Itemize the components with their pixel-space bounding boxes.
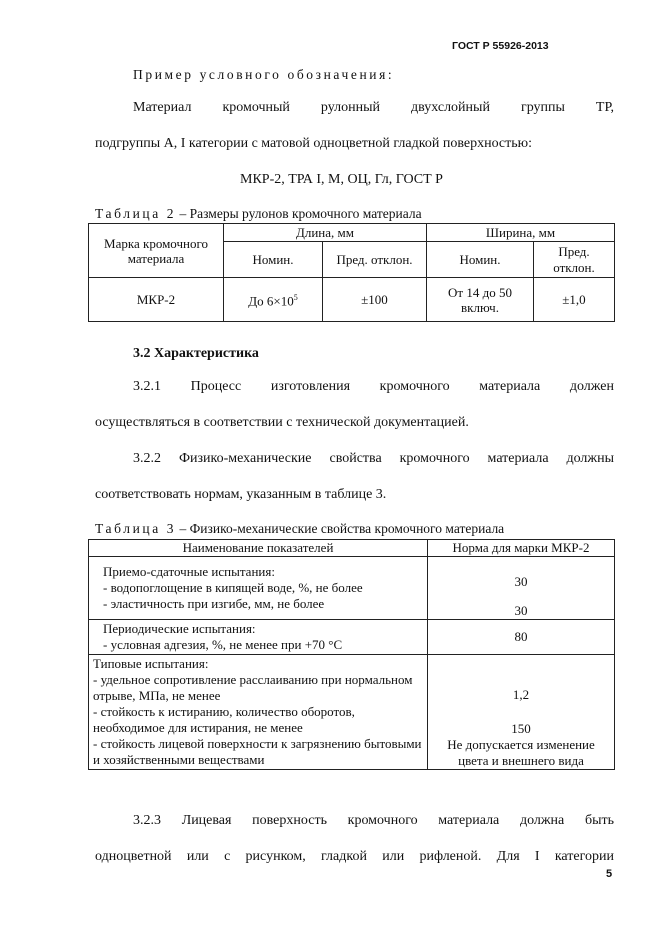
- table2-sub-len-dev: Пред. отклон.: [323, 242, 427, 278]
- table2-head-length: Длина, мм: [224, 224, 427, 242]
- table3-group-3: [89, 655, 428, 770]
- table2-sub-len-nom: Номин.: [224, 242, 323, 278]
- group2-row-1-value: 80: [428, 620, 615, 655]
- group2-title: Периодические испытания:: [103, 621, 256, 636]
- table3-head-name: Наименование показателей: [89, 540, 428, 557]
- example-line-1: Материал кромочный рулонный двухслойный группы ТР,: [133, 100, 614, 115]
- len-nom-exp: 5: [293, 292, 298, 302]
- table3-caption-text: – Физико-механические свойства кромочного материала: [176, 521, 505, 536]
- group1-row-1: - водопоглощение в кипящей воде, %, не более: [103, 580, 363, 595]
- table2-cell-wid-dev: ±1,0: [534, 278, 615, 322]
- table3-group-3-values: [428, 655, 615, 770]
- para-323-line-2: одноцветной или с рисунком, гладкой или рифленой. Для I категории: [95, 849, 614, 864]
- group2-row-1: - условная адгезия, %, не менее при +70 °С: [103, 637, 343, 652]
- table2-caption: [95, 206, 422, 222]
- example-heading: Пример условного обозначения:: [133, 67, 395, 82]
- page-number: 5: [606, 868, 613, 880]
- table2-head-mark: Марка кромочного материала: [89, 224, 224, 278]
- table3-caption: [95, 521, 504, 537]
- group3-row-1-value: 1,2: [512, 687, 530, 702]
- group1-row-1-value: 30: [514, 574, 528, 589]
- table2-cell-mark: МКР-2: [89, 278, 224, 322]
- group3-row-1: - удельное сопротивление расслаиванию при нормальном отрыве, МПа, не менее: [93, 672, 413, 703]
- len-nom-base: До 6×10: [248, 293, 294, 309]
- table2-head-width: Ширина, мм: [427, 224, 615, 242]
- para-321-line-1: 3.2.1 Процесс изготовления кромочного материала должен: [133, 379, 614, 394]
- group3-row-2: - стойкость к истиранию, количество оборотов, необходимое для истирания, не менее: [93, 704, 355, 735]
- group1-row-2: - эластичность при изгибе, мм, не более: [103, 596, 325, 611]
- group3-row-3: - стойкость лицевой поверхности к загрязнению бытовыми и хозяйственными веществами: [93, 736, 422, 767]
- table3-group-1: [89, 557, 428, 620]
- table2-cell-len-dev: ±100: [323, 278, 427, 322]
- group3-row-3-value: Не допускается изменение цвета и внешнего вида: [447, 737, 595, 768]
- para-322-line-2: соответствовать нормам, указанным в таблице 3.: [95, 487, 387, 502]
- table-3: [88, 539, 615, 770]
- table3-group-1-values: [428, 557, 615, 620]
- group1-row-2-value: 30: [514, 603, 528, 618]
- section-title: 3.2 Характеристика: [133, 346, 259, 361]
- table-2: [88, 223, 615, 322]
- table2-sub-wid-nom: Номин.: [427, 242, 534, 278]
- document-code: ГОСТ Р 55926-2013: [452, 40, 549, 52]
- designation: МКР-2, ТРА I, М, ОЦ, Гл, ГОСТ Р: [240, 172, 443, 187]
- table2-caption-text: – Размеры рулонов кромочного материала: [176, 206, 422, 221]
- table2-cell-len-nom: [224, 278, 323, 322]
- table2-caption-label: Таблица 2: [95, 206, 177, 221]
- example-line-2: подгруппы А, I категории с матовой одноцветной гладкой поверхностью:: [95, 136, 532, 151]
- group3-row-2-value: 150: [511, 721, 531, 736]
- para-322-line-1: 3.2.2 Физико-механические свойства кромочного материала должны: [133, 451, 614, 466]
- table3-group-2: [89, 620, 428, 655]
- table3-head-norm: Норма для марки МКР-2: [428, 540, 615, 557]
- table3-caption-label: Таблица 3: [95, 521, 177, 536]
- para-323-line-1: 3.2.3 Лицевая поверхность кромочного материала должна быть: [133, 813, 614, 828]
- para-321-line-2: осуществляться в соответствии с технической документацией.: [95, 415, 469, 430]
- group3-title: Типовые испытания:: [93, 656, 209, 671]
- table2-cell-wid-nom: От 14 до 50 включ.: [427, 278, 534, 322]
- group1-title: Приемо-сдаточные испытания:: [103, 564, 275, 579]
- table2-sub-wid-dev: Пред. отклон.: [534, 242, 615, 278]
